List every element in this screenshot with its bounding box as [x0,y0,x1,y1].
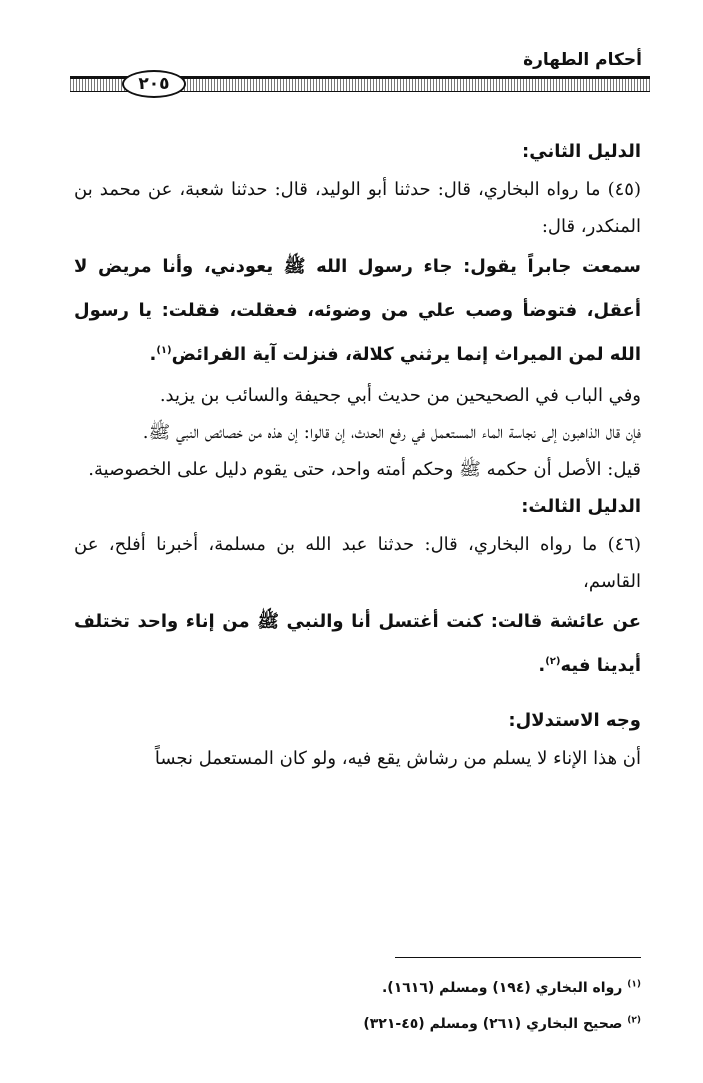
hadith-text [74,245,641,377]
footnote-text: صحيح البخاري (٢٦١) ومسلم (٤٥-٣٢١) [363,1016,623,1032]
footnote-separator [395,957,641,958]
paragraph: وفي الباب في الصحيحين من حديث أبي جحيفة والسائب بن يزيد. [159,385,641,406]
paragraph: (٤٦) ما رواه البخاري، قال: حدثنا عبد الله بن مسلمة، أخبرنا أفلح، عن القاسم، [74,534,641,592]
footnote [74,1006,641,1042]
book-title: أحكام الطهارة [523,50,642,70]
section-heading: الدليل الثالث: [521,496,641,517]
paragraph: (٤٥) ما رواه البخاري، قال: حدثنا أبو الوليد، قال: حدثنا شعبة، عن محمد بن المنكدر، قال: [74,179,641,237]
page-header [70,44,650,94]
footnote-mark: (١) [627,979,641,990]
section-heading: الدليل الثاني: [522,141,641,162]
hadith-body: عن عائشة قالت: كنت أغتسل أنا والنبي ﷺ من إناء واحد تختلف أيدينا فيه [74,611,641,676]
footnote-text: رواه البخاري (١٩٤) ومسلم (١٦١٦). [381,980,623,996]
footnote-ref: (٢) [545,656,561,667]
footnote [74,970,641,1006]
hadith-body: سمعت جابراً يقول: جاء رسول الله ﷺ يعودني، وأنا مريض لا أعقل، فتوضأ وصب علي من وضوئه، فعقلت، فقلت: يا رسول الله لمن الميراث إنما يرثني كلالة، فنزلت آية الفرائض [74,256,641,365]
paragraph: فإن قال الذاهبون إلى نجاسة الماء المستعمل في رفع الحدث، إن قالوا: إن هذه من خصائص النبي ﷺ. [142,422,641,443]
paragraph: قيل: الأصل أن حكمه ﷺ وحكم أمته واحد، حتى يقوم دليل على الخصوصية. [88,459,641,480]
page-number: ٢٠٥ [122,70,186,98]
footnote-ref: (١) [156,345,172,356]
page-body [74,133,641,777]
hadith-text [74,600,641,688]
footnotes [74,970,641,1042]
paragraph: أن هذا الإناء لا يسلم من رشاش يقع فيه، ولو كان المستعمل نجساً [154,748,641,769]
punct: . [538,655,546,676]
section-heading: وجه الاستدلال: [508,710,641,731]
footnote-mark: (٢) [627,1015,641,1026]
punct: . [149,344,157,365]
